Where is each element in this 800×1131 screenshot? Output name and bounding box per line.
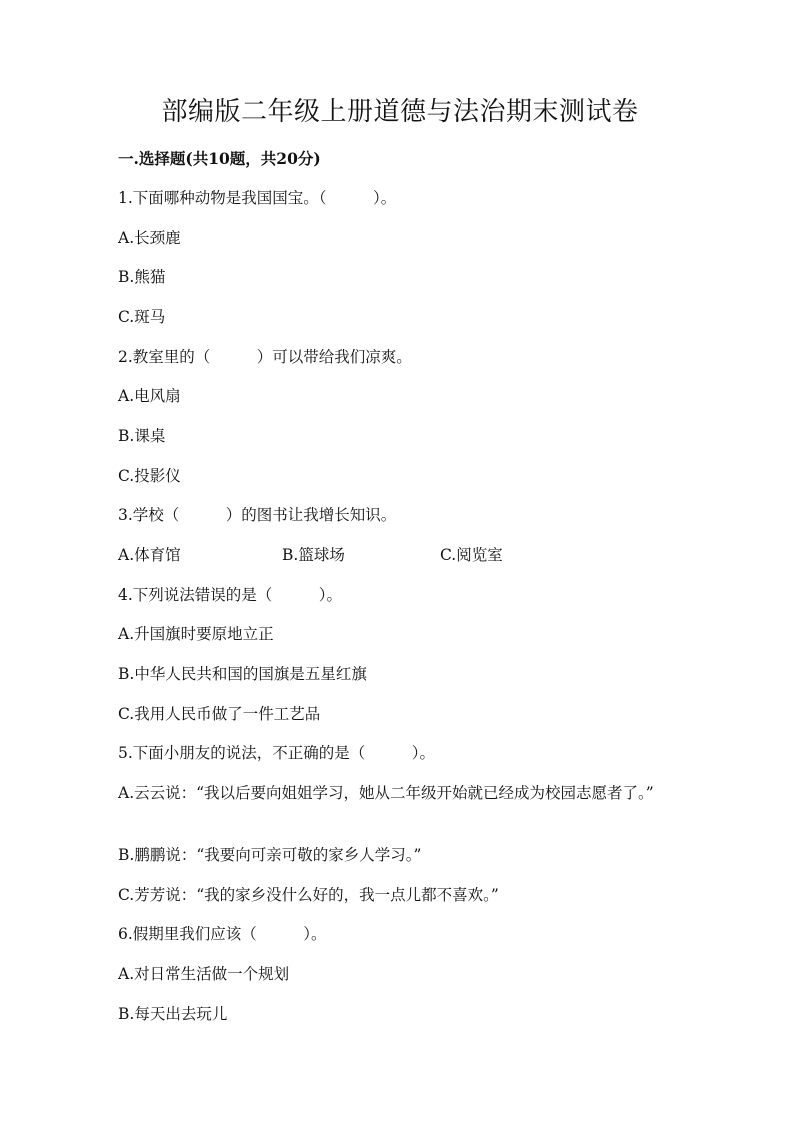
question-stem: 1.下面哪种动物是我国国宝。（ ）。 xyxy=(118,189,397,207)
question-option: C.投影仪 xyxy=(118,467,181,485)
question-option: A.对日常生活做一个规划 xyxy=(118,965,290,983)
question-stem: 4.下列说法错误的是（ ）。 xyxy=(118,586,343,604)
question-stem: 2.教室里的（ ）可以带给我们凉爽。 xyxy=(118,348,412,366)
question-option: C.斑马 xyxy=(118,308,166,326)
question-stem: 5.下面小朋友的说法，不正确的是（ ）。 xyxy=(118,744,436,762)
question-option: B.中华人民共和国的国旗是五星红旗 xyxy=(118,665,367,683)
question-option: B.篮球场 xyxy=(282,546,345,564)
question-option: A.体育馆 xyxy=(118,546,181,564)
question-option: C.阅览室 xyxy=(440,546,503,564)
question-option: B.鹏鹏说：“我要向可亲可敬的家乡人学习。” xyxy=(118,846,422,864)
question-option: B.熊猫 xyxy=(118,268,166,286)
question-option: A.升国旗时要原地立正 xyxy=(118,625,274,643)
question-option: A.电风扇 xyxy=(118,387,181,405)
question-option: C.芳芳说：“我的家乡没什么好的，我一点儿都不喜欢。” xyxy=(118,886,499,904)
question-option: B.课桌 xyxy=(118,427,166,445)
section-heading: 一.选择题(共10题，共20分) xyxy=(118,149,321,168)
page-title: 部编版二年级上册道德与法治期末测试卷 xyxy=(161,97,639,127)
question-stem: 3.学校（ ）的图书让我增长知识。 xyxy=(118,506,397,524)
question-option: A.云云说：“我以后要向姐姐学习，她从二年级开始就已经成为校园志愿者了。” xyxy=(118,784,654,802)
question-option: B.每天出去玩儿 xyxy=(118,1005,228,1023)
question-stem: 6.假期里我们应该（ ）。 xyxy=(118,925,327,943)
question-option: C.我用人民币做了一件工艺品 xyxy=(118,705,321,723)
question-option: A.长颈鹿 xyxy=(118,229,181,247)
